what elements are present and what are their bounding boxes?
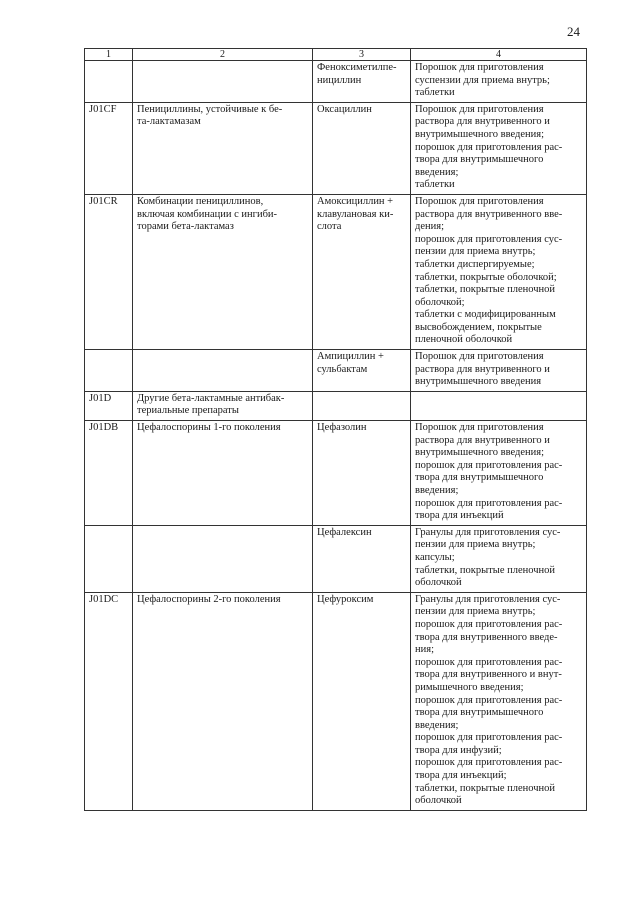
atc-code-cell <box>85 61 133 103</box>
group-cell: Пенициллины, устойчивые к бе- та-лактамазам <box>133 102 313 194</box>
table-row <box>85 102 587 194</box>
atc-code-cell: J01DC <box>85 592 133 810</box>
atc-code-cell <box>85 350 133 392</box>
drug-name-cell: Цефуроксим <box>313 592 411 810</box>
table-row <box>85 61 587 103</box>
dosage-forms-cell: Порошок для приготовления суспензии для приема внутрь; таблетки <box>411 61 587 103</box>
table-row <box>85 194 587 349</box>
atc-code-cell: J01CF <box>85 102 133 194</box>
table-row <box>85 421 587 526</box>
header-row <box>85 49 587 61</box>
column-header-code: 1 <box>85 49 133 61</box>
group-cell: Комбинации пенициллинов, включая комбинации с ингиби- торами бета-лактамаз <box>133 194 313 349</box>
table-row <box>85 391 587 420</box>
dosage-forms-cell: Порошок для приготовления раствора для внутривенного и внутримышечного введения; порошок для приготовления рас- твора для внутримышечного введения; таблетки <box>411 102 587 194</box>
drug-name-cell: Цефалексин <box>313 525 411 592</box>
column-header-drug: 3 <box>313 49 411 61</box>
group-cell: Цефалоспорины 1-го поколения <box>133 421 313 526</box>
drug-name-cell <box>313 391 411 420</box>
atc-code-cell: J01CR <box>85 194 133 349</box>
table-row <box>85 350 587 392</box>
dosage-forms-cell: Порошок для приготовления раствора для внутривенного вве- дения; порошок для приготовления сус- пензии для приема внутрь; таблетки диспергируемые; таблетки, покрытые оболочкой; таблетки, покрытые пленочной оболочкой; таблетки с модифицированным высвобождением, покрытые пленочной оболочкой <box>411 194 587 349</box>
drug-name-cell: Амоксициллин + клавулановая ки- слота <box>313 194 411 349</box>
table-row <box>85 525 587 592</box>
atc-code-cell <box>85 525 133 592</box>
column-header-forms: 4 <box>411 49 587 61</box>
column-header-group: 2 <box>133 49 313 61</box>
group-cell <box>133 525 313 592</box>
dosage-forms-cell: Порошок для приготовления раствора для внутривенного и внутримышечного введения <box>411 350 587 392</box>
drug-name-cell: Оксациллин <box>313 102 411 194</box>
atc-code-cell: J01DB <box>85 421 133 526</box>
atc-code-cell: J01D <box>85 391 133 420</box>
group-cell: Цефалоспорины 2-го поколения <box>133 592 313 810</box>
table-row <box>85 592 587 810</box>
group-cell: Другие бета-лактамные антибак- териальные препараты <box>133 391 313 420</box>
drug-table <box>84 48 587 811</box>
dosage-forms-cell: Гранулы для приготовления сус- пензии для приема внутрь; порошок для приготовления рас- твора для внутривенного введе- ния; порошок для приготовления рас- твора для внутривенного и внут- римышечного введения; порошок для приготовления рас- твора для внутримышечного введения; порошок для приготовления рас- твора для инфузий; порошок для приготовления рас- твора для инъекций; таблетки, покрытые пленочной оболочкой <box>411 592 587 810</box>
group-cell <box>133 61 313 103</box>
dosage-forms-cell <box>411 391 587 420</box>
drug-name-cell: Цефазолин <box>313 421 411 526</box>
dosage-forms-cell: Порошок для приготовления раствора для внутривенного и внутримышечного введения; порошок для приготовления рас- твора для внутримышечного введения; порошок для приготовления рас- твора для инъекций <box>411 421 587 526</box>
dosage-forms-cell: Гранулы для приготовления сус- пензии для приема внутрь; капсулы; таблетки, покрытые пленочной оболочкой <box>411 525 587 592</box>
group-cell <box>133 350 313 392</box>
drug-name-cell: Феноксиметилпе- нициллин <box>313 61 411 103</box>
drug-name-cell: Ампициллин + сульбактам <box>313 350 411 392</box>
page-number: 24 <box>567 24 580 39</box>
